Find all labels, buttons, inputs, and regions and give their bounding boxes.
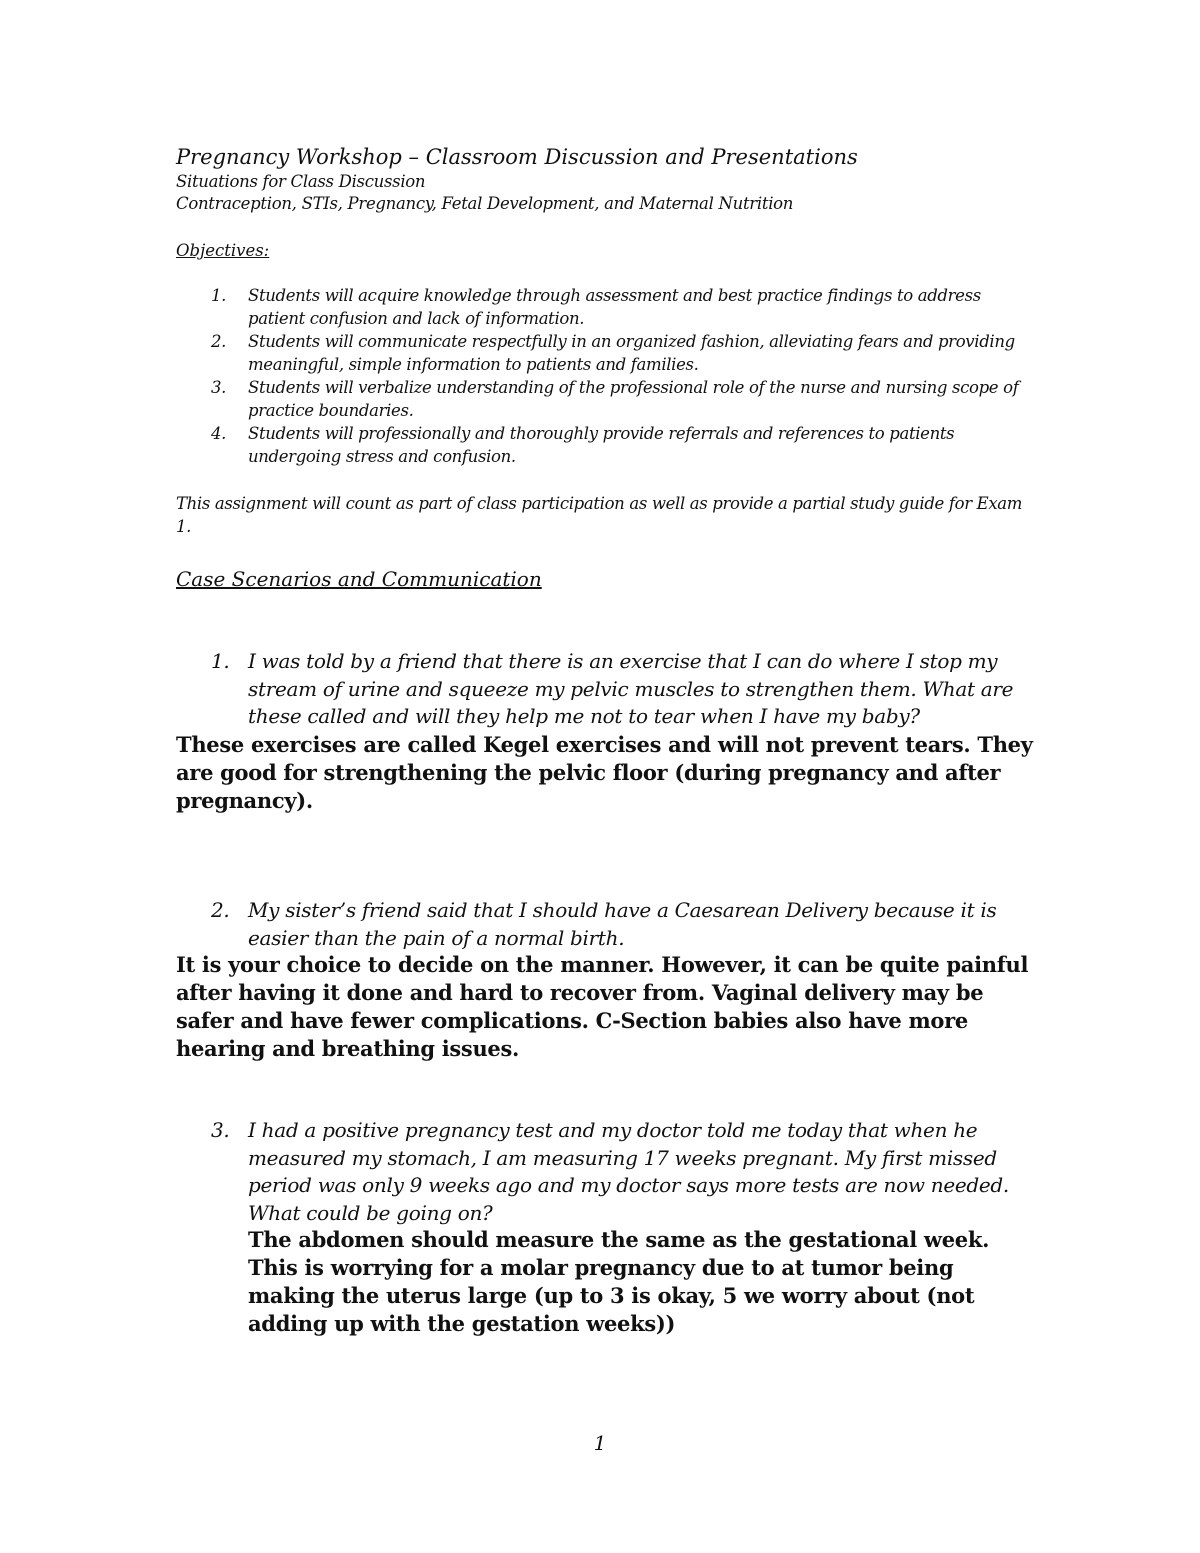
objective-item-1: [176, 285, 1036, 330]
scenario-number: 3.: [211, 1118, 230, 1142]
scenario-3-question: [176, 1117, 1036, 1227]
scenario-question-text: I had a positive pregnancy test and my doctor told me today that when he measured my stomach, I am measuring 17 weeks pregnant. My first missed period was only 9 weeks ago and my doctor says more tests are now needed. What could be going on?: [248, 1118, 1009, 1225]
document-title: Pregnancy Workshop – Classroom Discussion and Presentations: [176, 145, 858, 169]
scenario-1-answer: These exercises are called Kegel exercises and will not prevent tears. They are good for strengthening the pelvic floor (during pregnancy and after pregnancy).: [176, 732, 1033, 813]
scenario-2-question: [176, 897, 1036, 952]
objective-number: 2.: [211, 332, 227, 351]
objective-item-2: [176, 331, 1036, 376]
scenario-number: 2.: [211, 898, 230, 922]
scenario-question-text: My sister’s friend said that I should have a Caesarean Delivery because it is easier than the pain of a normal birth.: [248, 898, 997, 950]
objective-text: Students will communicate respectfully in an organized fashion, alleviating fears and providing meaningful, simple information to patients and families.: [248, 332, 1015, 374]
scenario-question-text: I was told by a friend that there is an exercise that I can do where I stop my stream of urine and squeeze my pelvic muscles to strengthen them. What are these called and will they help me not to tear when I have my baby?: [248, 649, 1014, 728]
objective-number: 3.: [211, 378, 227, 397]
objectives-list: [176, 285, 1036, 469]
scenario-1-question: [176, 648, 1036, 731]
case-scenarios-heading: Case Scenarios and Communication: [176, 567, 542, 591]
scenario-number: 1.: [211, 649, 230, 673]
objective-item-3: [176, 377, 1036, 422]
document-subtitle-topics: Contraception, STIs, Pregnancy, Fetal Development, and Maternal Nutrition: [176, 194, 794, 213]
objective-item-4: [176, 423, 1036, 468]
scenario-3-answer: The abdomen should measure the same as the gestational week. This is worrying for a molar pregnancy due to at tumor being making the uterus large (up to 3 is okay, 5 we worry about (not adding up with the gestation weeks)): [248, 1227, 990, 1336]
objective-text: Students will verbalize understanding of the professional role of the nurse and nursing scope of practice boundaries.: [248, 378, 1019, 420]
objective-number: 1.: [211, 286, 227, 305]
objective-text: Students will professionally and thoroughly provide referrals and references to patients undergoing stress and confusion.: [248, 424, 955, 466]
page-number: 1: [593, 1431, 607, 1455]
objectives-heading: Objectives:: [176, 241, 270, 260]
objective-text: Students will acquire knowledge through assessment and best practice findings to address patient confusion and lack of information.: [248, 286, 981, 328]
objective-number: 4.: [211, 424, 227, 443]
scenario-2-answer: It is your choice to decide on the manner. However, it can be quite painful after having it done and hard to recover from. Vaginal delivery may be safer and have fewer complications. C-Section babies also have more hearing and breathing issues.: [176, 952, 1029, 1061]
document-subtitle-situations: Situations for Class Discussion: [176, 172, 426, 191]
assignment-note: This assignment will count as part of class participation as well as provide a partial study guide for Exam 1.: [176, 494, 1023, 536]
